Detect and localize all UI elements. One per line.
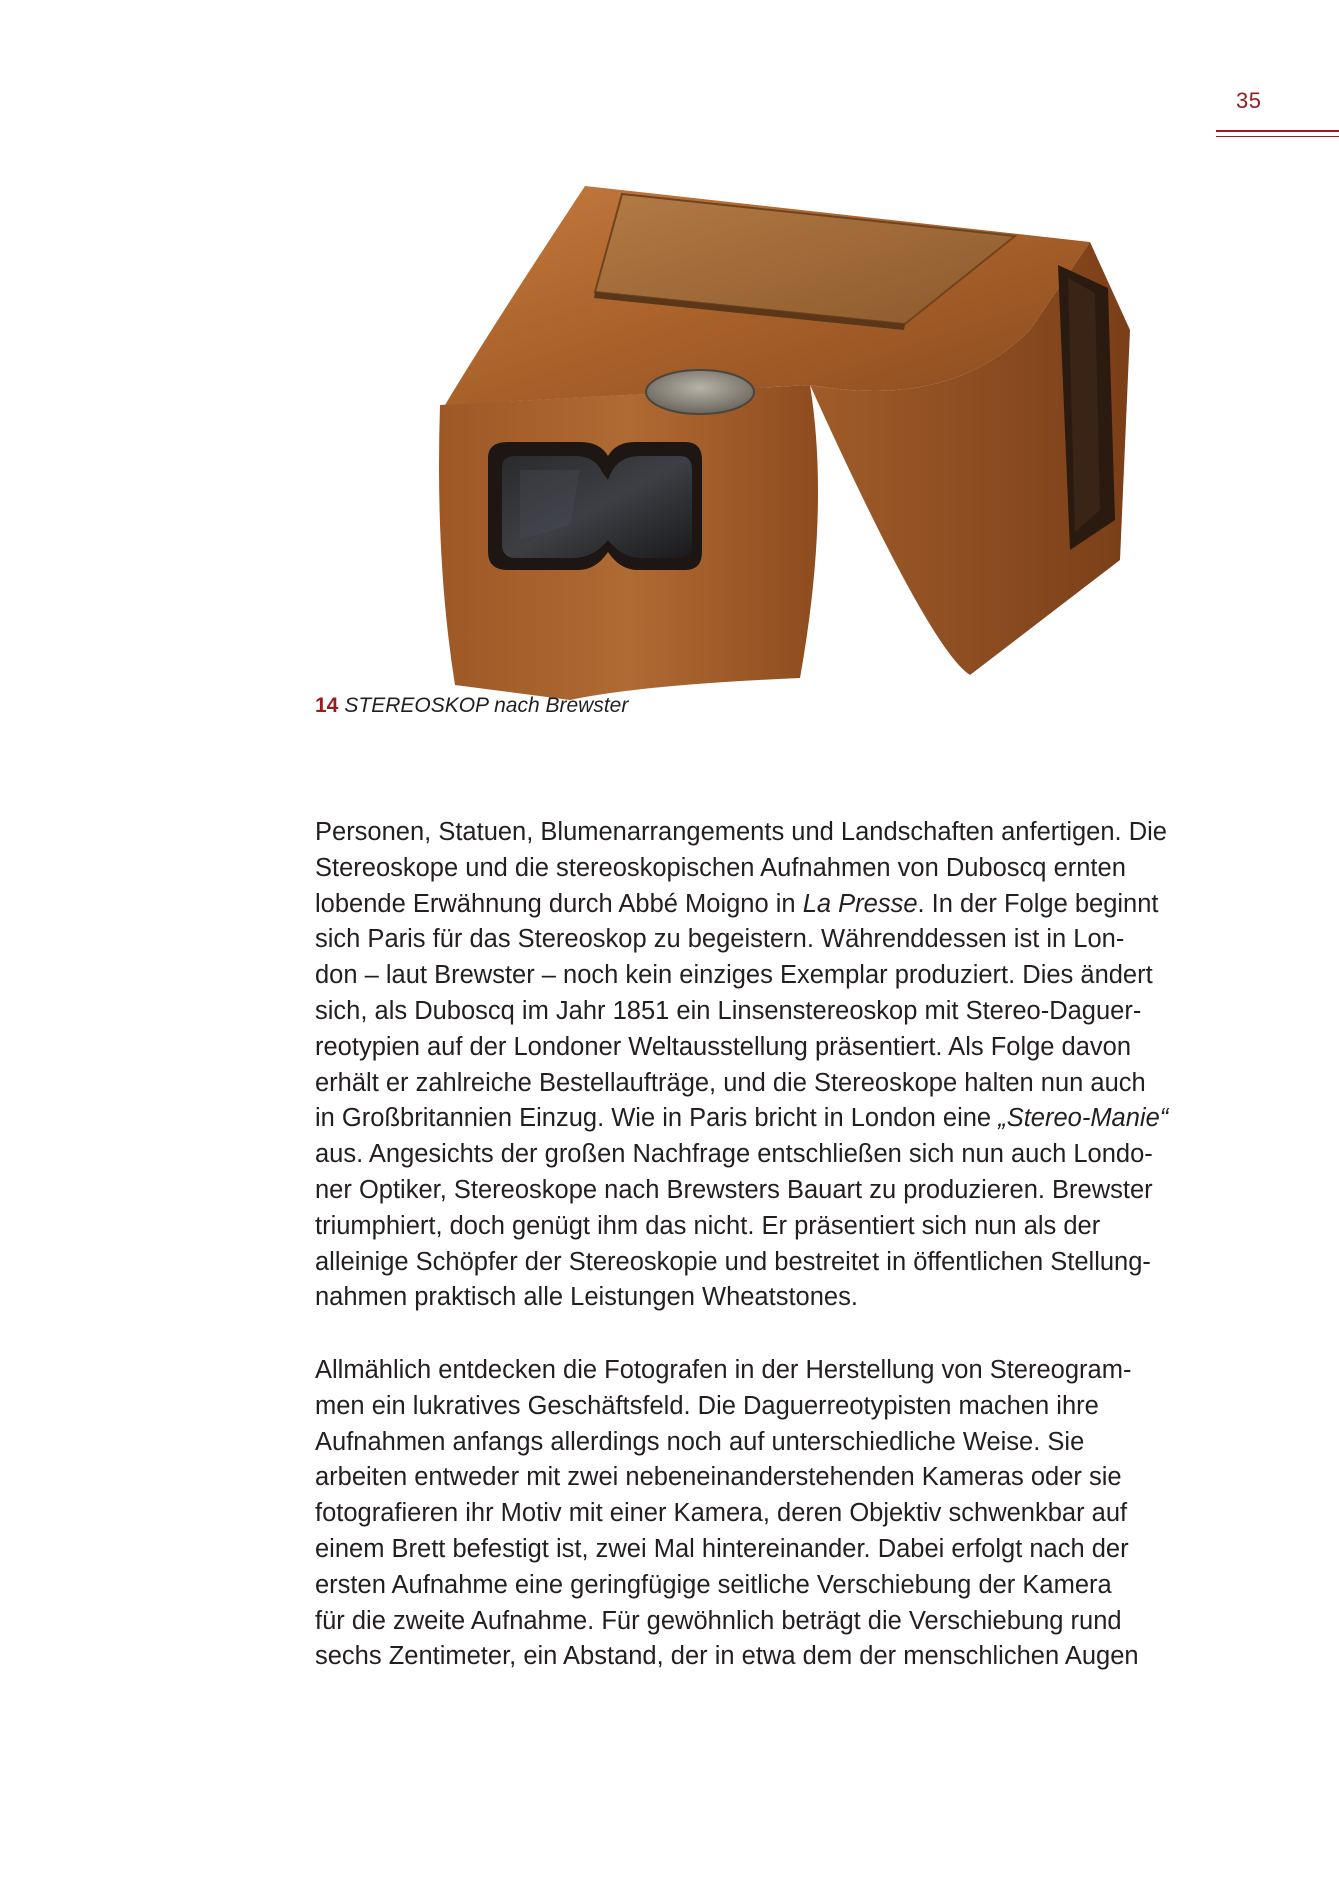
text-line: Personen, Statuen, Blumenarrangements und Landschaften anfertigen. Die [315,818,1167,846]
text-line: nahmen praktisch alle Leistungen Wheatstones. [315,1283,858,1312]
page-number: 35 [1236,88,1262,113]
header-rule [1216,130,1339,132]
text-line: in Großbritannien Einzug. Wie in Paris bricht in London eine „Stereo-Manie“ [315,1104,1169,1133]
text-line: sechs Zentimeter, ein Abstand, der in etwa dem der menschlichen Augen [315,1642,1139,1671]
text-line: Aufnahmen anfangs allerdings noch auf unterschiedliche Weise. Sie [315,1427,1085,1456]
text-line: men ein lukratives Geschäftsfeld. Die Daguerreotypisten machen ihre [315,1391,1099,1420]
text-line: triumphiert, doch genügt ihm das nicht. Er präsentiert sich nun als der [315,1211,1101,1240]
text-line: einem Brett befestigt ist, zwei Mal hintereinander. Dabei erfolgt nach der [315,1534,1129,1563]
text-line: ersten Aufnahme eine geringfügige seitliche Verschiebung der Kamera [315,1570,1112,1599]
stereoscope-photo [430,180,1150,700]
text-line: fotografieren ihr Motiv mit einer Kamera, deren Objektiv schwenkbar auf [315,1499,1128,1528]
figure-number: 14 [315,694,339,717]
header-rule-thin [1216,136,1339,137]
figure-caption-text: STEREOSKOP nach Brewster [344,694,629,717]
text-line: ner Optiker, Stereoskope nach Brewsters Bauart zu produzieren. Brewster [315,1175,1153,1204]
text-line: aus. Angesichts der großen Nachfrage entschließen sich nun auch Londo- [315,1140,1153,1169]
text-line: reotypien auf der Londoner Weltausstellung präsentiert. Als Folge davon [315,1032,1132,1061]
text-line: Allmählich entdecken die Fotografen in der Herstellung von Stereogram- [315,1356,1132,1384]
text-line: lobende Erwähnung durch Abbé Moigno in La Presse. In der Folge beginnt [315,889,1159,918]
publication-title: La Presse [802,889,918,918]
text-line: für die zweite Aufnahme. Für gewöhnlich beträgt die Verschiebung rund [315,1606,1122,1635]
body-paragraph-1 [315,815,1205,1316]
text-line: Stereoskope und die stereoskopischen Aufnahmen von Duboscq ernten [315,853,1126,882]
text-line: erhält er zahlreiche Bestellaufträge, und die Stereoskope halten nun auch [315,1068,1146,1097]
text-line: sich Paris für das Stereoskop zu begeistern. Währenddessen ist in Lon- [315,925,1125,954]
quoted-term: „Stereo-Manie“ [998,1104,1169,1133]
text-line: alleinige Schöpfer der Stereoskopie und bestreitet in öffentlichen Stellung- [315,1247,1151,1276]
figure-caption [315,694,628,718]
text-line: arbeiten entweder mit zwei nebeneinanderstehenden Kameras oder sie [315,1463,1122,1492]
text-line: sich, als Duboscq im Jahr 1851 ein Linsenstereoskop mit Stereo-Daguer- [315,996,1142,1025]
text-line: don – laut Brewster – noch kein einziges Exemplar produziert. Dies ändert [315,961,1153,990]
body-paragraph-2 [315,1353,1205,1675]
